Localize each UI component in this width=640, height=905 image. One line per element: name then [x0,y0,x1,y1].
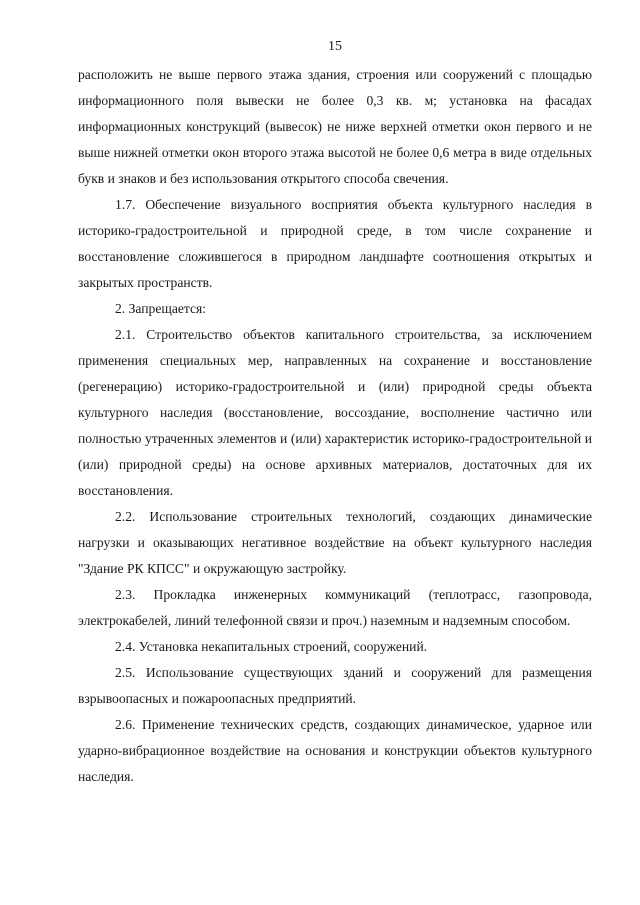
paragraph-2-heading: 2. Запрещается: [115,301,207,316]
paragraph-2-3: 2.3. Прокладка инженерных коммуникаций (теплотрасс, газопровода, электрокабелей, линий телефонной связи и проч.) наземным и надземным способом. [78,587,592,628]
document-page [78,0,592,790]
paragraph-2-6: 2.6. Применение технических средств, создающих динамическое, ударное или ударно-вибрационное воздействие на основания и конструкции объектов культурного наследия. [78,717,592,784]
paragraph-continuation: расположить не выше первого этажа здания, строения или сооружений с площадью информационного поля вывески не более 0,3 кв. м; установка на фасадах информационных конструкций (вывесок) не ниже верхней отметки окон первого и не выше нижней отметки окон второго этажа высотой не более 0,6 метра в виде отдельных букв и знаков и без использования открытого способа свечения. [78,67,592,186]
paragraph-2-5: 2.5. Использование существующих зданий и сооружений для размещения взрывоопасных и пожароопасных предприятий. [78,665,592,706]
paragraph-2-2: 2.2. Использование строительных технологий, создающих динамические нагрузки и оказывающих негативное воздействие на объект культурного наследия "Здание РК КПСС" и окружающую застройку. [78,509,592,576]
page-number: 15 [328,39,342,54]
paragraph-1-7: 1.7. Обеспечение визуального восприятия объекта культурного наследия в историко-градостроительной и природной среде, в том числе сохранение и восстановление сложившегося в природном ландшафте соотношения открытых и закрытых пространств. [78,197,592,290]
paragraph-2-4: 2.4. Установка некапитальных строений, сооружений. [115,639,428,654]
paragraph-2-1: 2.1. Строительство объектов капитального строительства, за исключением применения специальных мер, направленных на сохранение и восстановление (регенерацию) историко-градостроительной и (или) природной среды объекта культурного наследия (восстановление, воссоздание, восполнение частично или полностью утраченных элементов и (или) характеристик историко-градостроительной и (или) природной среды) на основе архивных материалов, достаточных для их восстановления. [78,327,592,498]
